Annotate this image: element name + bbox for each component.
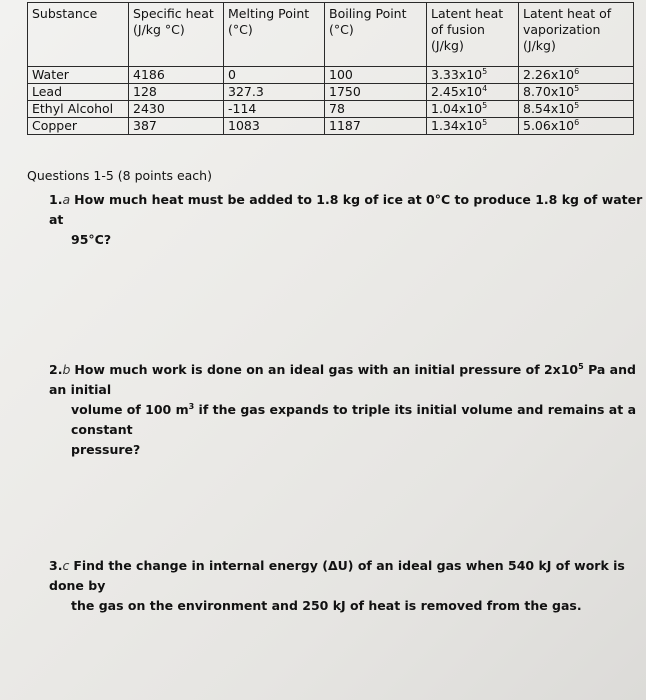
question-number: 2.	[49, 362, 63, 377]
cell-latent-vaporization: $8.54x10^5$	[519, 101, 634, 118]
cell-melting-point: 327.3	[224, 84, 325, 101]
cell-melting-point: 0	[224, 67, 325, 84]
cell-substance: Copper	[28, 118, 129, 135]
header-latent-heat-vaporization: Latent heat of vaporization (J/kg)	[519, 3, 634, 67]
cell-latent-fusion: $3.33x10^5$	[427, 67, 519, 84]
cell-boiling-point: 78	[325, 101, 427, 118]
table-header-row	[28, 3, 634, 67]
cell-specific-heat: 387	[129, 118, 224, 135]
cell-melting-point: -114	[224, 101, 325, 118]
question-number: 3.	[49, 558, 63, 573]
cell-latent-fusion: $1.34x10^5$	[427, 118, 519, 135]
question-text: Find the change in internal energy (ΔU) of an ideal gas when 540 kJ of work is done by	[49, 558, 625, 593]
cell-latent-fusion: $2.45x10^4$	[427, 84, 519, 101]
question-1	[49, 190, 646, 250]
question-3	[49, 556, 646, 616]
header-substance: Substance	[28, 3, 129, 67]
answer-letter: c	[62, 558, 70, 573]
question-text: How much heat must be added to 1.8 kg of ice at 0°C to produce 1.8 kg of water at	[49, 192, 643, 227]
table-row	[28, 118, 634, 135]
cell-latent-vaporization: $2.26x10^6$	[519, 67, 634, 84]
question-number: 1.	[49, 192, 63, 207]
table-row	[28, 84, 634, 101]
answer-letter: b	[62, 362, 71, 377]
cell-latent-vaporization: $5.06x10^6$	[519, 118, 634, 135]
question-text: the gas on the environment and 250 kJ of heat is removed from the gas.	[71, 598, 582, 613]
question-text: pressure?	[71, 442, 141, 457]
cell-substance: Lead	[28, 84, 129, 101]
question-2	[49, 360, 646, 460]
cell-specific-heat: 2430	[129, 101, 224, 118]
cell-boiling-point: 100	[325, 67, 427, 84]
header-melting-point: Melting Point (°C)	[224, 3, 325, 67]
question-text: How much work is done on an ideal gas with an initial pressure of $2x10^5$ Pa and an initial	[49, 361, 636, 397]
question-text: 95°C?	[71, 232, 112, 247]
cell-latent-fusion: $1.04x10^5$	[427, 101, 519, 118]
header-latent-heat-fusion: Latent heat of fusion (J/kg)	[427, 3, 519, 67]
properties-table	[27, 2, 634, 135]
table-row	[28, 67, 634, 84]
question-text: volume of 100 $m^3$ if the gas expands to triple its initial volume and remains at a constant	[71, 401, 637, 437]
cell-boiling-point: 1187	[325, 118, 427, 135]
cell-specific-heat: 128	[129, 84, 224, 101]
table-row	[28, 101, 634, 118]
cell-latent-vaporization: $8.70x10^5$	[519, 84, 634, 101]
cell-specific-heat: 4186	[129, 67, 224, 84]
cell-melting-point: 1083	[224, 118, 325, 135]
cell-substance: Ethyl Alcohol	[28, 101, 129, 118]
header-specific-heat: Specific heat (J/kg °C)	[129, 3, 224, 67]
questions-heading: Questions 1-5 (8 points each)	[27, 168, 212, 183]
header-boiling-point: Boiling Point (°C)	[325, 3, 427, 67]
cell-substance: Water	[28, 67, 129, 84]
answer-letter: a	[62, 192, 71, 207]
cell-boiling-point: 1750	[325, 84, 427, 101]
